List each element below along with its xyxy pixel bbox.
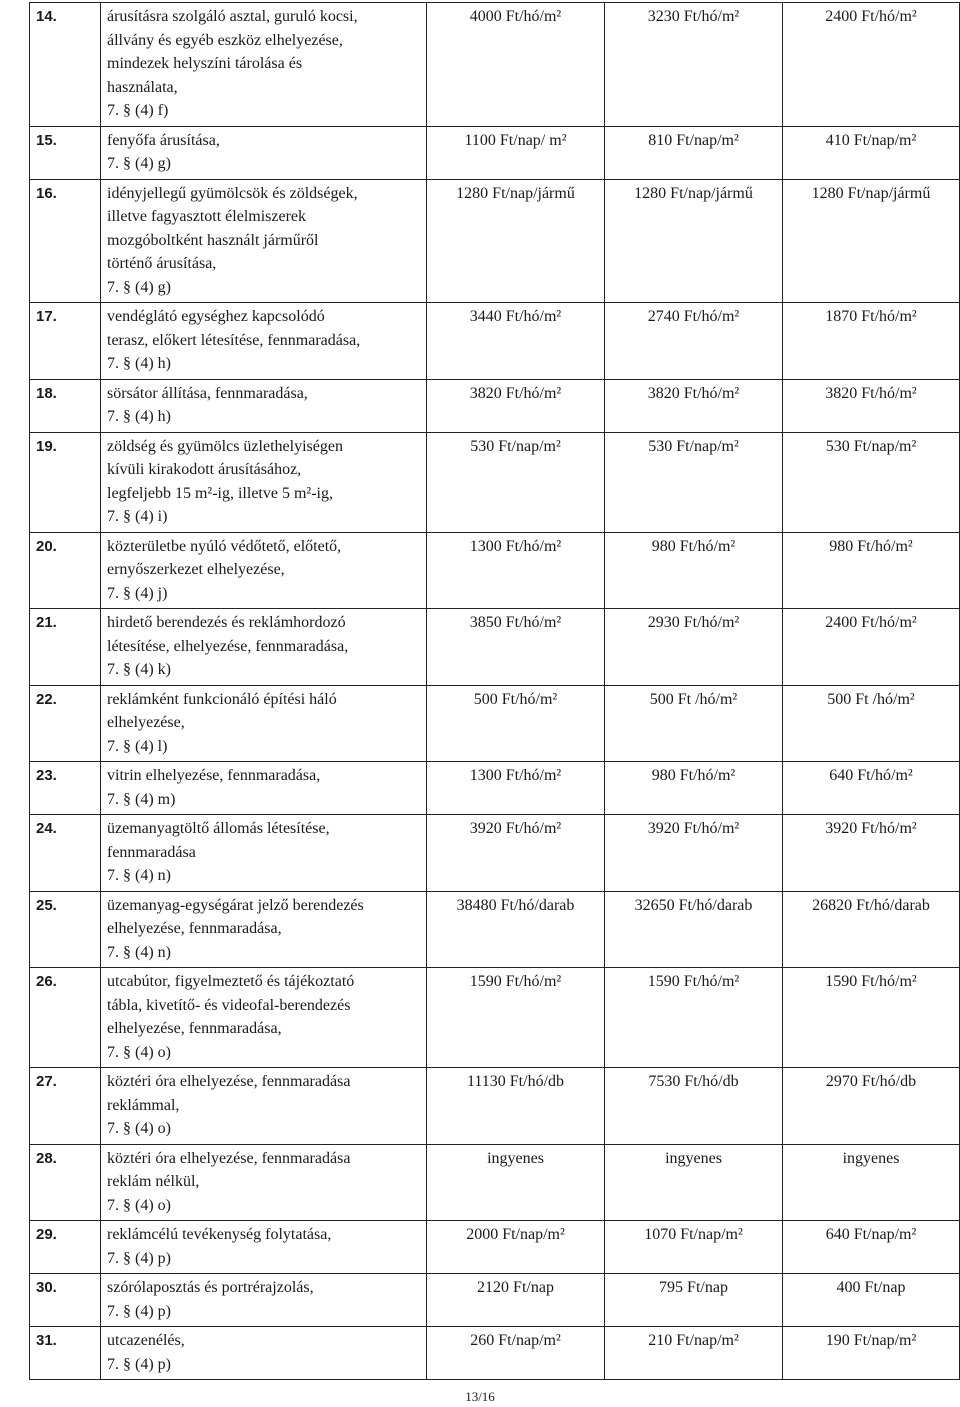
fee-zone-3: 640 Ft/hó/m² — [783, 762, 960, 815]
description-line: létesítése, elhelyezése, fennmaradása, — [107, 637, 349, 655]
row-description — [101, 609, 427, 686]
legal-reference: 7. § (4) g) — [107, 155, 171, 172]
fee-zone-3: 26820 Ft/hó/darab — [783, 891, 960, 968]
fee-zone-2: 210 Ft/nap/m² — [605, 1327, 783, 1380]
legal-reference: 7. § (4) j) — [107, 584, 168, 602]
fee-zone-2: 795 Ft/nap — [605, 1274, 783, 1327]
fee-zone-1: 260 Ft/nap/m² — [427, 1327, 605, 1380]
description-line: tábla, kivetítő- és videofal-berendezés — [107, 996, 351, 1014]
description-line: történő árusítása, — [107, 255, 217, 272]
fee-zone-1: 500 Ft/hó/m² — [427, 685, 605, 762]
fee-zone-3: 500 Ft /hó/m² — [783, 685, 960, 762]
fee-zone-2: 1070 Ft/nap/m² — [605, 1221, 783, 1274]
fee-zone-2: 32650 Ft/hó/darab — [605, 891, 783, 968]
description-line: állvány és egyéb eszköz elhelyezése, — [107, 31, 343, 49]
fee-zone-3: 2970 Ft/hó/db — [783, 1068, 960, 1145]
fee-zone-3: 2400 Ft/hó/m² — [783, 3, 960, 127]
legal-reference: 7. § (4) m) — [107, 790, 176, 808]
description-line: idényjellegű gyümölcsök és zöldségek, — [107, 184, 358, 202]
fee-zone-2: 3820 Ft/hó/m² — [605, 379, 783, 432]
row-description — [101, 432, 427, 532]
row-number: 27. — [30, 1068, 101, 1145]
table-row — [30, 891, 960, 968]
row-description — [101, 126, 427, 179]
legal-reference: 7. § (4) l) — [107, 737, 168, 755]
row-description — [101, 1068, 427, 1145]
table-row — [30, 815, 960, 892]
fee-zone-2: 980 Ft/hó/m² — [605, 532, 783, 609]
row-number: 20. — [30, 532, 101, 609]
description-line: mindezek helyszíni tárolása és — [107, 55, 303, 72]
fee-zone-1: 1590 Ft/hó/m² — [427, 968, 605, 1068]
legal-reference: 7. § (4) p) — [107, 1355, 171, 1373]
fee-zone-3: 530 Ft/nap/m² — [783, 432, 960, 532]
row-number: 19. — [30, 432, 101, 532]
row-number: 18. — [30, 379, 101, 432]
fee-zone-3: 400 Ft/nap — [783, 1274, 960, 1327]
description-line: köztéri óra elhelyezése, fennmaradása — [107, 1149, 351, 1167]
legal-reference: 7. § (4) p) — [107, 1249, 171, 1267]
row-description — [101, 3, 427, 127]
fee-zone-1: 3440 Ft/hó/m² — [427, 303, 605, 380]
row-number: 15. — [30, 126, 101, 179]
fee-zone-1: ingyenes — [427, 1144, 605, 1221]
description-line: használata, — [107, 78, 178, 96]
description-line: illetve fagyasztott élelmiszerek — [107, 208, 307, 225]
legal-reference: 7. § (4) h) — [107, 355, 171, 372]
legal-reference: 7. § (4) i) — [107, 508, 168, 525]
fee-zone-3: 640 Ft/nap/m² — [783, 1221, 960, 1274]
legal-reference: 7. § (4) f) — [107, 102, 169, 119]
fee-zone-3: ingyenes — [783, 1144, 960, 1221]
row-number: 21. — [30, 609, 101, 686]
fee-zone-3: 190 Ft/nap/m² — [783, 1327, 960, 1380]
row-description — [101, 762, 427, 815]
table-row — [30, 685, 960, 762]
table-row — [30, 762, 960, 815]
row-number: 26. — [30, 968, 101, 1068]
row-description — [101, 532, 427, 609]
row-description — [101, 379, 427, 432]
description-line: sörsátor állítása, fennmaradása, — [107, 384, 308, 402]
fee-zone-1: 1300 Ft/hó/m² — [427, 532, 605, 609]
description-line: üzemanyagtöltő állomás létesítése, — [107, 820, 330, 837]
description-line: elhelyezése, fennmaradása, — [107, 1020, 282, 1037]
row-number: 31. — [30, 1327, 101, 1380]
row-description — [101, 891, 427, 968]
table-row — [30, 126, 960, 179]
fee-zone-2: 7530 Ft/hó/db — [605, 1068, 783, 1145]
fee-zone-1: 1300 Ft/hó/m² — [427, 762, 605, 815]
row-number: 28. — [30, 1144, 101, 1221]
fee-zone-1: 3920 Ft/hó/m² — [427, 815, 605, 892]
fee-zone-1: 4000 Ft/hó/m² — [427, 3, 605, 127]
row-number: 16. — [30, 179, 101, 303]
description-line: árusításra szolgáló asztal, guruló kocsi, — [107, 8, 358, 25]
description-line: vendéglátó egységhez kapcsolódó — [107, 308, 325, 325]
row-number: 25. — [30, 891, 101, 968]
fee-zone-2: 2930 Ft/hó/m² — [605, 609, 783, 686]
table-row — [30, 968, 960, 1068]
description-line: legfeljebb 15 m²-ig, illetve 5 m²-ig, — [107, 484, 333, 502]
table-row — [30, 3, 960, 127]
row-description — [101, 815, 427, 892]
fee-zone-2: 3230 Ft/hó/m² — [605, 3, 783, 127]
description-line: reklámként funkcionáló építési háló — [107, 690, 337, 708]
fee-zone-2: 530 Ft/nap/m² — [605, 432, 783, 532]
row-number: 23. — [30, 762, 101, 815]
row-number: 17. — [30, 303, 101, 380]
fee-zone-1: 2000 Ft/nap/m² — [427, 1221, 605, 1274]
description-line: köztéri óra elhelyezése, fennmaradása — [107, 1073, 351, 1090]
fee-zone-1: 1280 Ft/nap/jármű — [427, 179, 605, 303]
description-line: reklám nélkül, — [107, 1173, 200, 1190]
fee-zone-3: 980 Ft/hó/m² — [783, 532, 960, 609]
description-line: reklámcélú tevékenység folytatása, — [107, 1226, 332, 1243]
legal-reference: 7. § (4) n) — [107, 867, 171, 884]
fee-zone-2: 500 Ft /hó/m² — [605, 685, 783, 762]
description-line: fennmaradása — [107, 843, 196, 861]
table-row — [30, 1274, 960, 1327]
description-line: üzemanyag-egységárat jelző berendezés — [107, 896, 364, 914]
legal-reference: 7. § (4) p) — [107, 1302, 171, 1320]
fee-zone-2: ingyenes — [605, 1144, 783, 1221]
fee-zone-3: 1280 Ft/nap/jármű — [783, 179, 960, 303]
description-line: fenyőfa árusítása, — [107, 131, 220, 149]
fee-zone-2: 810 Ft/nap/m² — [605, 126, 783, 179]
row-description — [101, 685, 427, 762]
row-description — [101, 179, 427, 303]
fee-zone-2: 3920 Ft/hó/m² — [605, 815, 783, 892]
fee-zone-2: 2740 Ft/hó/m² — [605, 303, 783, 380]
fee-zone-2: 1280 Ft/nap/jármű — [605, 179, 783, 303]
description-line: terasz, előkert létesítése, fennmaradása, — [107, 331, 361, 349]
fee-zone-3: 1870 Ft/hó/m² — [783, 303, 960, 380]
row-description — [101, 968, 427, 1068]
description-line: zöldség és gyümölcs üzlethelyiségen — [107, 437, 343, 455]
legal-reference: 7. § (4) k) — [107, 661, 171, 678]
description-line: mozgóboltként használt járműről — [107, 231, 319, 249]
legal-reference: 7. § (4) o) — [107, 1043, 171, 1061]
table-row — [30, 379, 960, 432]
table-row — [30, 1221, 960, 1274]
page-number: 13/16 — [465, 1389, 495, 1404]
fee-table — [29, 2, 960, 1380]
row-description — [101, 1274, 427, 1327]
description-line: elhelyezése, fennmaradása, — [107, 920, 282, 937]
fee-zone-1: 530 Ft/nap/m² — [427, 432, 605, 532]
table-row — [30, 179, 960, 303]
fee-zone-2: 1590 Ft/hó/m² — [605, 968, 783, 1068]
table-row — [30, 532, 960, 609]
description-line: közterületbe nyúló védőtető, előtető, — [107, 537, 342, 555]
row-number: 22. — [30, 685, 101, 762]
fee-zone-1: 2120 Ft/nap — [427, 1274, 605, 1327]
table-row — [30, 1144, 960, 1221]
table-row — [30, 432, 960, 532]
fee-zone-3: 410 Ft/nap/m² — [783, 126, 960, 179]
legal-reference: 7. § (4) o) — [107, 1196, 171, 1214]
description-line: ernyőszerkezet elhelyezése, — [107, 561, 285, 578]
fee-zone-3: 3820 Ft/hó/m² — [783, 379, 960, 432]
fee-zone-3: 2400 Ft/hó/m² — [783, 609, 960, 686]
fee-zone-1: 11130 Ft/hó/db — [427, 1068, 605, 1145]
row-description — [101, 1327, 427, 1380]
row-description — [101, 1144, 427, 1221]
fee-table-body — [30, 3, 960, 1380]
table-row — [30, 609, 960, 686]
table-row — [30, 1068, 960, 1145]
fee-zone-3: 1590 Ft/hó/m² — [783, 968, 960, 1068]
description-line: utcabútor, figyelmeztető és tájékoztató — [107, 973, 355, 990]
fee-zone-1: 38480 Ft/hó/darab — [427, 891, 605, 968]
fee-zone-1: 3820 Ft/hó/m² — [427, 379, 605, 432]
row-description — [101, 1221, 427, 1274]
description-line: kívüli kirakodott árusításához, — [107, 461, 302, 478]
description-line: reklámmal, — [107, 1096, 180, 1114]
description-line: elhelyezése, — [107, 714, 185, 731]
description-line: hirdető berendezés és reklámhordozó — [107, 614, 346, 631]
row-number: 30. — [30, 1274, 101, 1327]
row-number: 29. — [30, 1221, 101, 1274]
row-number: 14. — [30, 3, 101, 127]
legal-reference: 7. § (4) h) — [107, 408, 171, 425]
description-line: szórólaposztás és portrérajzolás, — [107, 1279, 314, 1296]
legal-reference: 7. § (4) o) — [107, 1120, 171, 1137]
fee-zone-1: 1100 Ft/nap/ m² — [427, 126, 605, 179]
table-row — [30, 1327, 960, 1380]
row-description — [101, 303, 427, 380]
fee-zone-2: 980 Ft/hó/m² — [605, 762, 783, 815]
legal-reference: 7. § (4) g) — [107, 278, 171, 296]
description-line: vitrin elhelyezése, fennmaradása, — [107, 767, 321, 784]
table-row — [30, 303, 960, 380]
row-number: 24. — [30, 815, 101, 892]
fee-zone-3: 3920 Ft/hó/m² — [783, 815, 960, 892]
fee-zone-1: 3850 Ft/hó/m² — [427, 609, 605, 686]
legal-reference: 7. § (4) n) — [107, 943, 171, 961]
description-line: utcazenélés, — [107, 1332, 185, 1349]
